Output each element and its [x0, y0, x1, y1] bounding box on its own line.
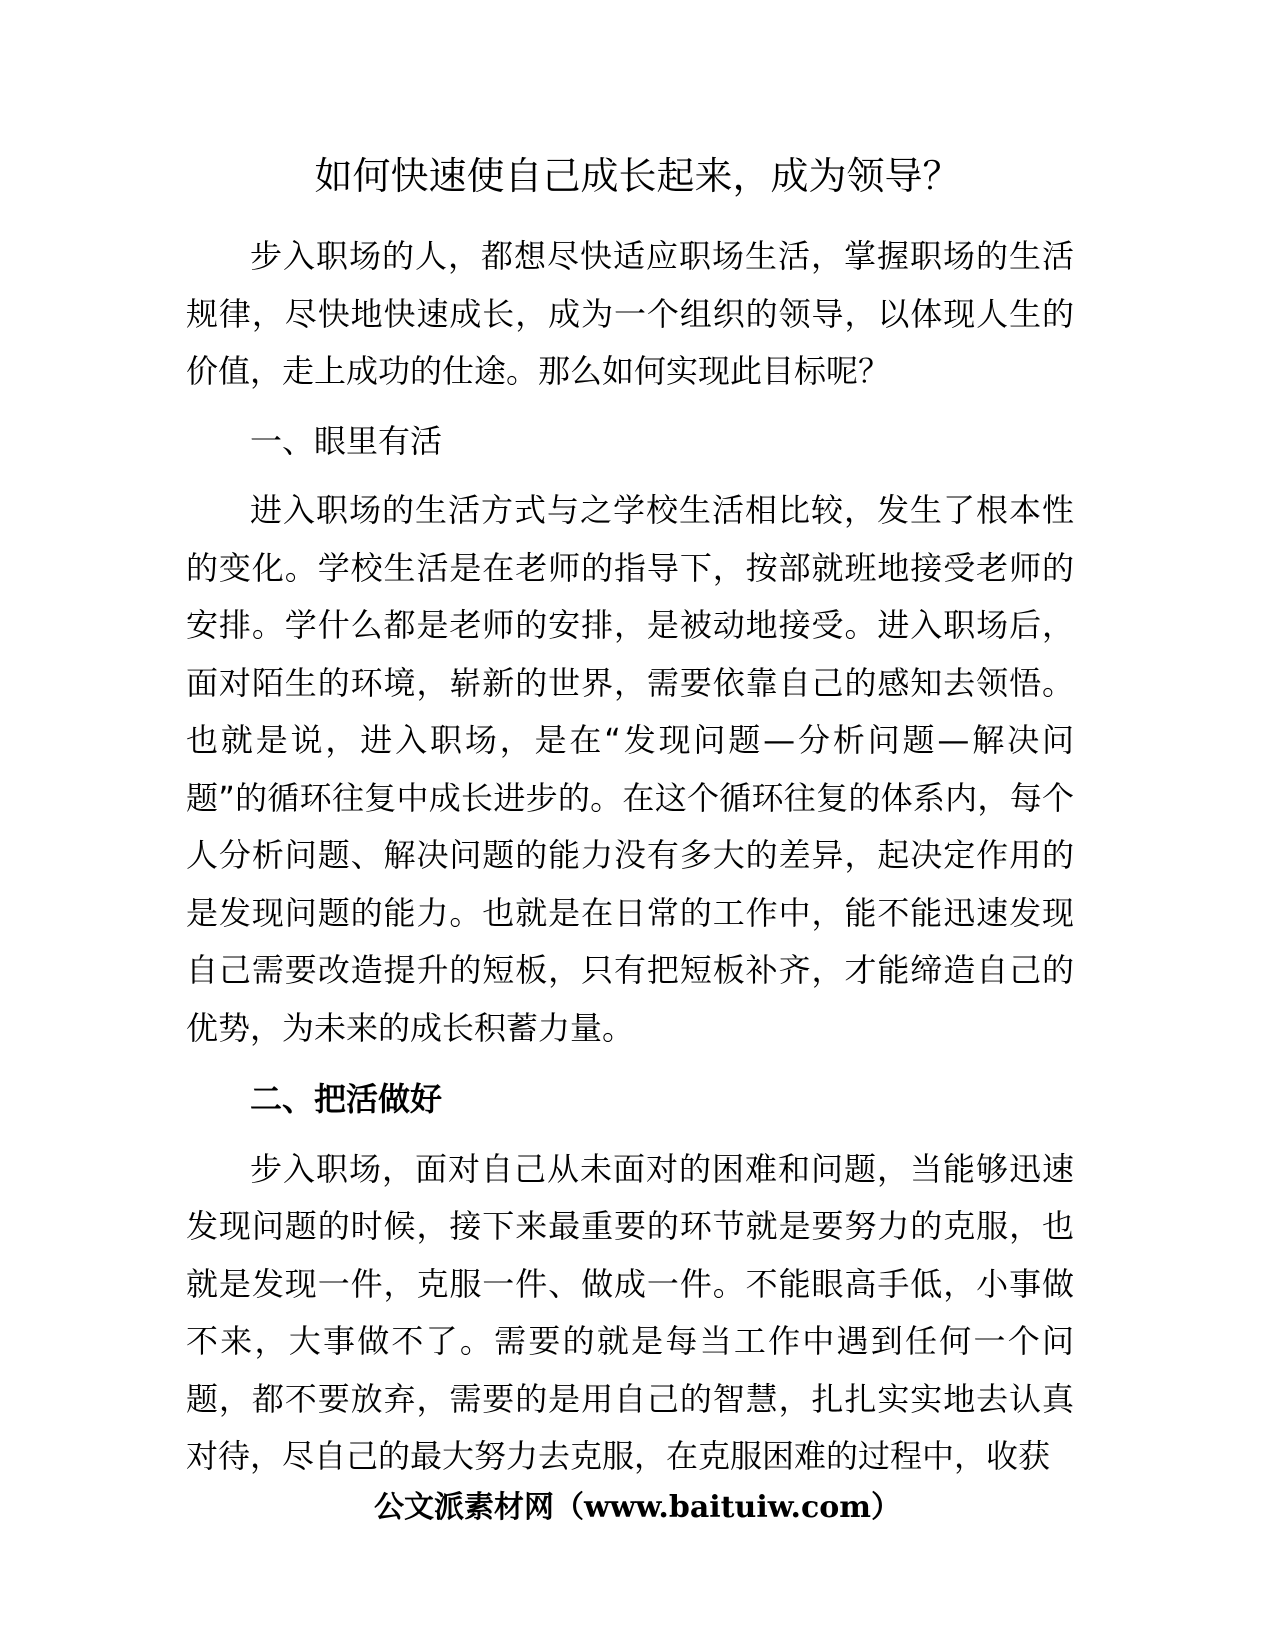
- intro-paragraph: 步入职场的人，都想尽快适应职场生活，掌握职场的生活规律，尽快地快速成长，成为一个组织的领导，以体现人生的价值，走上成功的仕途。那么如何实现此目标呢？: [186, 237, 1074, 390]
- document-title: 如何快速使自己成长起来，成为领导？: [314, 154, 961, 198]
- section-2-paragraph: 步入职场，面对自己从未面对的困难和问题，当能够迅速发现问题的时候，接下来最重要的环节就是要努力的克服，也就是发现一件，克服一件、做成一件。不能眼高手低，小事做不来，大事做不了。需要的就是每当工作中遇到任何一个问题，都不要放弃，需要的是用自己的智慧，扎扎实实地去认真对待，尽自己的最大努力去克服，在克服困难的过程中，收获: [186, 1149, 1074, 1475]
- document-body: [186, 228, 1074, 1486]
- section-heading-2: 二、把活做好: [250, 1080, 443, 1118]
- section-1-paragraph: 进入职场的生活方式与之学校生活相比较，发生了根本性的变化。学校生活是在老师的指导下，按部就班地接受老师的安排。学什么都是老师的安排，是被动地接受。进入职场后，面对陌生的环境，崭新的世界，需要依靠自己的感知去领悟。也就是说，进入职场，是在“发现问题—分析问题—解决问题”的循环往复中成长进步的。在这个循环往复的体系内，每个人分析问题、解决问题的能力没有多大的差异，起决定作用的是发现问题的能力。也就是在日常的工作中，能不能迅速发现自己需要改造提升的短板，只有把短板补齐，才能缔造自己的优势，为未来的成长积蓄力量。: [186, 491, 1074, 1047]
- footer-watermark: 公文派素材网（www.baituiw.com）: [373, 1490, 902, 1525]
- section-heading-1: 一、眼里有活: [250, 421, 443, 460]
